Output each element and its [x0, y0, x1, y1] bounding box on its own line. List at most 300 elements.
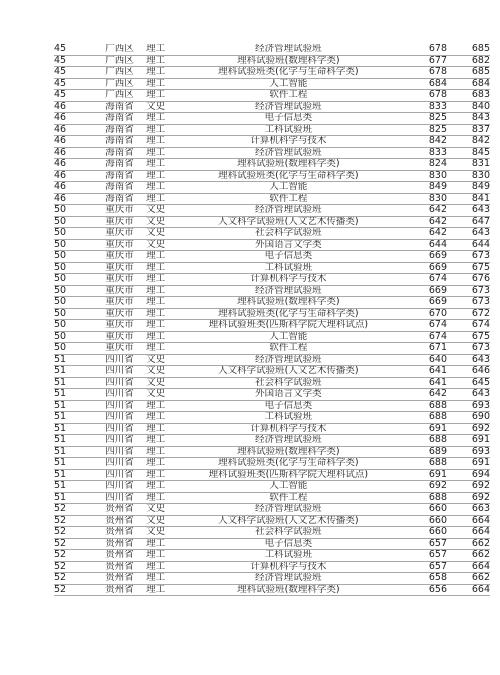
category-cell: 理工: [146, 113, 181, 125]
table-row: [54, 492, 490, 504]
min-score-cell: 657: [396, 538, 447, 550]
province-code-cell: 52: [54, 550, 93, 562]
max-score-cell: 692: [447, 481, 490, 493]
major-cell: 人工智能: [181, 481, 396, 493]
min-score-cell: 688: [396, 412, 447, 424]
max-score-cell: 692: [447, 492, 490, 504]
min-score-cell: 842: [396, 136, 447, 148]
min-score-cell: 671: [396, 343, 447, 355]
province-code-cell: 46: [54, 170, 93, 182]
major-cell: 经济管理试验班: [181, 435, 396, 447]
province-code-cell: 50: [54, 297, 93, 309]
major-cell: 理科试验班类(匹斯科学院大理科试点): [181, 320, 396, 332]
province-code-cell: 51: [54, 377, 93, 389]
province-cell: 重庆市: [93, 274, 146, 286]
province-code-cell: 51: [54, 412, 93, 424]
province-code-cell: 46: [54, 113, 93, 125]
province-cell: 四川省: [93, 458, 146, 470]
province-cell: 广西区: [93, 55, 146, 67]
table-row: [54, 124, 490, 136]
major-cell: 计算机科学与技术: [181, 136, 396, 148]
table-row: [54, 550, 490, 562]
min-score-cell: 824: [396, 159, 447, 171]
category-cell: 理工: [146, 573, 181, 585]
major-cell: 计算机科学与技术: [181, 274, 396, 286]
min-score-cell: 691: [396, 469, 447, 481]
category-cell: 理工: [146, 136, 181, 148]
province-code-cell: 51: [54, 458, 93, 470]
max-score-cell: 682: [447, 55, 490, 67]
table-row: [54, 366, 490, 378]
major-cell: 经济管理试验班: [181, 354, 396, 366]
max-score-cell: 831: [447, 159, 490, 171]
major-cell: 软件工程: [181, 193, 396, 205]
category-cell: 理工: [146, 274, 181, 286]
province-cell: 四川省: [93, 481, 146, 493]
max-score-cell: 694: [447, 469, 490, 481]
table-row: [54, 251, 490, 263]
category-cell: 文史: [146, 377, 181, 389]
table-row: [54, 170, 490, 182]
table-row: [54, 320, 490, 332]
max-score-cell: 841: [447, 193, 490, 205]
table-row: [54, 78, 490, 90]
max-score-cell: 662: [447, 538, 490, 550]
major-cell: 社会科学试验班: [181, 377, 396, 389]
province-code-cell: 51: [54, 469, 93, 481]
province-cell: 海南省: [93, 101, 146, 113]
province-cell: 贵州省: [93, 573, 146, 585]
category-cell: 理工: [146, 193, 181, 205]
major-cell: 人工智能: [181, 78, 396, 90]
major-cell: 软件工程: [181, 90, 396, 102]
table-row: [54, 147, 490, 159]
min-score-cell: 674: [396, 274, 447, 286]
min-score-cell: 677: [396, 55, 447, 67]
category-cell: 理工: [146, 285, 181, 297]
province-code-cell: 51: [54, 492, 93, 504]
min-score-cell: 644: [396, 239, 447, 251]
min-score-cell: 669: [396, 251, 447, 263]
max-score-cell: 673: [447, 251, 490, 263]
province-cell: 四川省: [93, 492, 146, 504]
province-code-cell: 46: [54, 101, 93, 113]
max-score-cell: 842: [447, 136, 490, 148]
min-score-cell: 669: [396, 285, 447, 297]
max-score-cell: 685: [447, 67, 490, 79]
min-score-cell: 833: [396, 147, 447, 159]
max-score-cell: 845: [447, 147, 490, 159]
min-score-cell: 669: [396, 297, 447, 309]
table-row: [54, 193, 490, 205]
province-code-cell: 46: [54, 136, 93, 148]
max-score-cell: 643: [447, 354, 490, 366]
category-cell: 文史: [146, 527, 181, 539]
table-row: [54, 515, 490, 527]
min-score-cell: 688: [396, 400, 447, 412]
province-cell: 贵州省: [93, 504, 146, 516]
major-cell: 软件工程: [181, 343, 396, 355]
table-row: [54, 44, 490, 55]
category-cell: 理工: [146, 561, 181, 573]
province-code-cell: 46: [54, 193, 93, 205]
max-score-cell: 643: [447, 205, 490, 217]
max-score-cell: 685: [447, 44, 490, 55]
max-score-cell: 664: [447, 561, 490, 573]
table-row: [54, 435, 490, 447]
province-cell: 四川省: [93, 354, 146, 366]
max-score-cell: 675: [447, 331, 490, 343]
min-score-cell: 642: [396, 205, 447, 217]
province-code-cell: 50: [54, 262, 93, 274]
table-row: [54, 584, 490, 596]
major-cell: 工科试验班: [181, 550, 396, 562]
province-code-cell: 51: [54, 354, 93, 366]
category-cell: 理工: [146, 331, 181, 343]
province-code-cell: 45: [54, 78, 93, 90]
max-score-cell: 837: [447, 124, 490, 136]
table-row: [54, 239, 490, 251]
min-score-cell: 678: [396, 67, 447, 79]
table-row: [54, 136, 490, 148]
province-code-cell: 51: [54, 435, 93, 447]
table-row: [54, 504, 490, 516]
province-code-cell: 50: [54, 216, 93, 228]
min-score-cell: 642: [396, 216, 447, 228]
major-cell: 人文科学试验班(人文艺术传播类): [181, 515, 396, 527]
major-cell: 工科试验班: [181, 412, 396, 424]
table-row: [54, 67, 490, 79]
province-code-cell: 45: [54, 90, 93, 102]
major-cell: 电子信息类: [181, 251, 396, 263]
category-cell: 文史: [146, 216, 181, 228]
category-cell: 理工: [146, 147, 181, 159]
province-cell: 广西区: [93, 67, 146, 79]
province-cell: 海南省: [93, 147, 146, 159]
table-row: [54, 423, 490, 435]
min-score-cell: 833: [396, 101, 447, 113]
table-row: [54, 90, 490, 102]
category-cell: 理工: [146, 538, 181, 550]
major-cell: 理科试验班(数理科学类): [181, 446, 396, 458]
category-cell: 理工: [146, 550, 181, 562]
province-cell: 海南省: [93, 193, 146, 205]
major-cell: 工科试验班: [181, 262, 396, 274]
major-cell: 理科试验班(数理科学类): [181, 55, 396, 67]
province-code-cell: 51: [54, 389, 93, 401]
province-code-cell: 46: [54, 182, 93, 194]
category-cell: 理工: [146, 423, 181, 435]
admission-score-table: [54, 44, 490, 596]
category-cell: 理工: [146, 78, 181, 90]
max-score-cell: 830: [447, 170, 490, 182]
min-score-cell: 830: [396, 170, 447, 182]
table-row: [54, 527, 490, 539]
max-score-cell: 693: [447, 446, 490, 458]
min-score-cell: 674: [396, 331, 447, 343]
province-code-cell: 46: [54, 147, 93, 159]
min-score-cell: 688: [396, 435, 447, 447]
province-code-cell: 51: [54, 423, 93, 435]
province-code-cell: 51: [54, 400, 93, 412]
table-row: [54, 400, 490, 412]
min-score-cell: 830: [396, 193, 447, 205]
max-score-cell: 843: [447, 113, 490, 125]
table-row: [54, 458, 490, 470]
province-cell: 贵州省: [93, 538, 146, 550]
province-cell: 广西区: [93, 44, 146, 55]
table-row: [54, 159, 490, 171]
category-cell: 文史: [146, 354, 181, 366]
province-code-cell: 52: [54, 538, 93, 550]
table-row: [54, 389, 490, 401]
min-score-cell: 670: [396, 308, 447, 320]
max-score-cell: 690: [447, 412, 490, 424]
category-cell: 文史: [146, 228, 181, 240]
category-cell: 理工: [146, 400, 181, 412]
major-cell: 经济管理试验班: [181, 205, 396, 217]
major-cell: 经济管理试验班: [181, 101, 396, 113]
max-score-cell: 647: [447, 216, 490, 228]
province-cell: 四川省: [93, 423, 146, 435]
province-cell: 贵州省: [93, 527, 146, 539]
max-score-cell: 664: [447, 584, 490, 596]
province-code-cell: 52: [54, 527, 93, 539]
province-cell: 重庆市: [93, 251, 146, 263]
table-row: [54, 446, 490, 458]
major-cell: 电子信息类: [181, 400, 396, 412]
category-cell: 理工: [146, 446, 181, 458]
province-code-cell: 50: [54, 308, 93, 320]
major-cell: 电子信息类: [181, 538, 396, 550]
min-score-cell: 641: [396, 377, 447, 389]
table-row: [54, 308, 490, 320]
province-cell: 重庆市: [93, 297, 146, 309]
table-row: [54, 469, 490, 481]
major-cell: 工科试验班: [181, 124, 396, 136]
category-cell: 理工: [146, 67, 181, 79]
province-cell: 海南省: [93, 170, 146, 182]
province-cell: 重庆市: [93, 285, 146, 297]
province-code-cell: 45: [54, 44, 93, 55]
table-row: [54, 101, 490, 113]
major-cell: 计算机科学与技术: [181, 561, 396, 573]
table-row: [54, 205, 490, 217]
table-row: [54, 343, 490, 355]
major-cell: 理科试验班(数理科学类): [181, 584, 396, 596]
max-score-cell: 643: [447, 228, 490, 240]
province-cell: 四川省: [93, 446, 146, 458]
province-code-cell: 50: [54, 331, 93, 343]
province-cell: 海南省: [93, 113, 146, 125]
category-cell: 文史: [146, 515, 181, 527]
major-cell: 电子信息类: [181, 113, 396, 125]
province-code-cell: 52: [54, 515, 93, 527]
min-score-cell: 641: [396, 366, 447, 378]
category-cell: 理工: [146, 343, 181, 355]
max-score-cell: 691: [447, 458, 490, 470]
table-row: [54, 412, 490, 424]
province-cell: 广西区: [93, 78, 146, 90]
province-code-cell: 50: [54, 285, 93, 297]
max-score-cell: 692: [447, 423, 490, 435]
table-row: [54, 182, 490, 194]
max-score-cell: 663: [447, 504, 490, 516]
table-row: [54, 216, 490, 228]
province-cell: 四川省: [93, 412, 146, 424]
category-cell: 理工: [146, 55, 181, 67]
province-code-cell: 50: [54, 228, 93, 240]
category-cell: 文史: [146, 101, 181, 113]
major-cell: 外国语言文学类: [181, 239, 396, 251]
major-cell: 社会科学试验班: [181, 228, 396, 240]
min-score-cell: 825: [396, 124, 447, 136]
min-score-cell: 689: [396, 446, 447, 458]
table-row: [54, 377, 490, 389]
table-row: [54, 573, 490, 585]
province-code-cell: 51: [54, 366, 93, 378]
category-cell: 理工: [146, 469, 181, 481]
province-code-cell: 46: [54, 159, 93, 171]
major-cell: 软件工程: [181, 492, 396, 504]
table-body: [54, 44, 490, 596]
max-score-cell: 674: [447, 320, 490, 332]
min-score-cell: 688: [396, 458, 447, 470]
min-score-cell: 657: [396, 550, 447, 562]
category-cell: 理工: [146, 159, 181, 171]
major-cell: 理科试验班类(化学与生命科学类): [181, 67, 396, 79]
table-row: [54, 55, 490, 67]
province-cell: 重庆市: [93, 216, 146, 228]
max-score-cell: 664: [447, 527, 490, 539]
category-cell: 文史: [146, 389, 181, 401]
province-cell: 重庆市: [93, 262, 146, 274]
category-cell: 理工: [146, 412, 181, 424]
province-cell: 贵州省: [93, 561, 146, 573]
max-score-cell: 644: [447, 239, 490, 251]
category-cell: 理工: [146, 481, 181, 493]
major-cell: 人文科学试验班(人文艺术传播类): [181, 366, 396, 378]
max-score-cell: 691: [447, 435, 490, 447]
province-code-cell: 45: [54, 55, 93, 67]
major-cell: 理科试验班类(匹斯科学院大理科试点): [181, 469, 396, 481]
major-cell: 经济管理试验班: [181, 504, 396, 516]
min-score-cell: 678: [396, 90, 447, 102]
province-code-cell: 52: [54, 504, 93, 516]
province-code-cell: 50: [54, 274, 93, 286]
category-cell: 文史: [146, 504, 181, 516]
province-cell: 贵州省: [93, 550, 146, 562]
province-cell: 重庆市: [93, 239, 146, 251]
min-score-cell: 678: [396, 44, 447, 55]
min-score-cell: 849: [396, 182, 447, 194]
max-score-cell: 664: [447, 515, 490, 527]
max-score-cell: 673: [447, 297, 490, 309]
table-row: [54, 297, 490, 309]
province-code-cell: 50: [54, 239, 93, 251]
min-score-cell: 660: [396, 504, 447, 516]
province-cell: 海南省: [93, 159, 146, 171]
major-cell: 理科试验班(数理科学类): [181, 159, 396, 171]
major-cell: 人文科学试验班(人文艺术传播类): [181, 216, 396, 228]
table-row: [54, 228, 490, 240]
table-row: [54, 262, 490, 274]
max-score-cell: 646: [447, 366, 490, 378]
province-cell: 重庆市: [93, 320, 146, 332]
province-cell: 四川省: [93, 435, 146, 447]
category-cell: 理工: [146, 44, 181, 55]
major-cell: 人工智能: [181, 331, 396, 343]
category-cell: 理工: [146, 170, 181, 182]
max-score-cell: 673: [447, 285, 490, 297]
table-row: [54, 274, 490, 286]
category-cell: 文史: [146, 205, 181, 217]
max-score-cell: 662: [447, 550, 490, 562]
table-row: [54, 113, 490, 125]
category-cell: 理工: [146, 90, 181, 102]
max-score-cell: 662: [447, 573, 490, 585]
min-score-cell: 674: [396, 320, 447, 332]
category-cell: 理工: [146, 182, 181, 194]
province-cell: 四川省: [93, 400, 146, 412]
major-cell: 理科试验班类(化学与生命科学类): [181, 308, 396, 320]
min-score-cell: 656: [396, 584, 447, 596]
province-cell: 四川省: [93, 389, 146, 401]
min-score-cell: 642: [396, 389, 447, 401]
major-cell: 经济管理试验班: [181, 44, 396, 55]
table-row: [54, 538, 490, 550]
category-cell: 理工: [146, 297, 181, 309]
province-code-cell: 50: [54, 343, 93, 355]
province-code-cell: 52: [54, 584, 93, 596]
province-cell: 四川省: [93, 377, 146, 389]
province-cell: 贵州省: [93, 515, 146, 527]
province-cell: 重庆市: [93, 308, 146, 320]
province-cell: 广西区: [93, 90, 146, 102]
max-score-cell: 675: [447, 262, 490, 274]
min-score-cell: 660: [396, 527, 447, 539]
province-code-cell: 51: [54, 481, 93, 493]
min-score-cell: 825: [396, 113, 447, 125]
category-cell: 理工: [146, 124, 181, 136]
category-cell: 文史: [146, 239, 181, 251]
max-score-cell: 683: [447, 90, 490, 102]
province-cell: 四川省: [93, 366, 146, 378]
table-row: [54, 481, 490, 493]
category-cell: 理工: [146, 584, 181, 596]
major-cell: 人工智能: [181, 182, 396, 194]
province-code-cell: 50: [54, 251, 93, 263]
max-score-cell: 673: [447, 343, 490, 355]
max-score-cell: 684: [447, 78, 490, 90]
min-score-cell: 691: [396, 423, 447, 435]
table-row: [54, 354, 490, 366]
province-code-cell: 50: [54, 320, 93, 332]
major-cell: 经济管理试验班: [181, 573, 396, 585]
max-score-cell: 849: [447, 182, 490, 194]
major-cell: 社会科学试验班: [181, 527, 396, 539]
min-score-cell: 642: [396, 228, 447, 240]
province-code-cell: 46: [54, 124, 93, 136]
province-code-cell: 52: [54, 573, 93, 585]
major-cell: 经济管理试验班: [181, 285, 396, 297]
category-cell: 理工: [146, 435, 181, 447]
table-row: [54, 285, 490, 297]
major-cell: 理科试验班类(化学与生命科学类): [181, 458, 396, 470]
major-cell: 理科试验班(数理科学类): [181, 297, 396, 309]
min-score-cell: 657: [396, 561, 447, 573]
province-code-cell: 45: [54, 67, 93, 79]
